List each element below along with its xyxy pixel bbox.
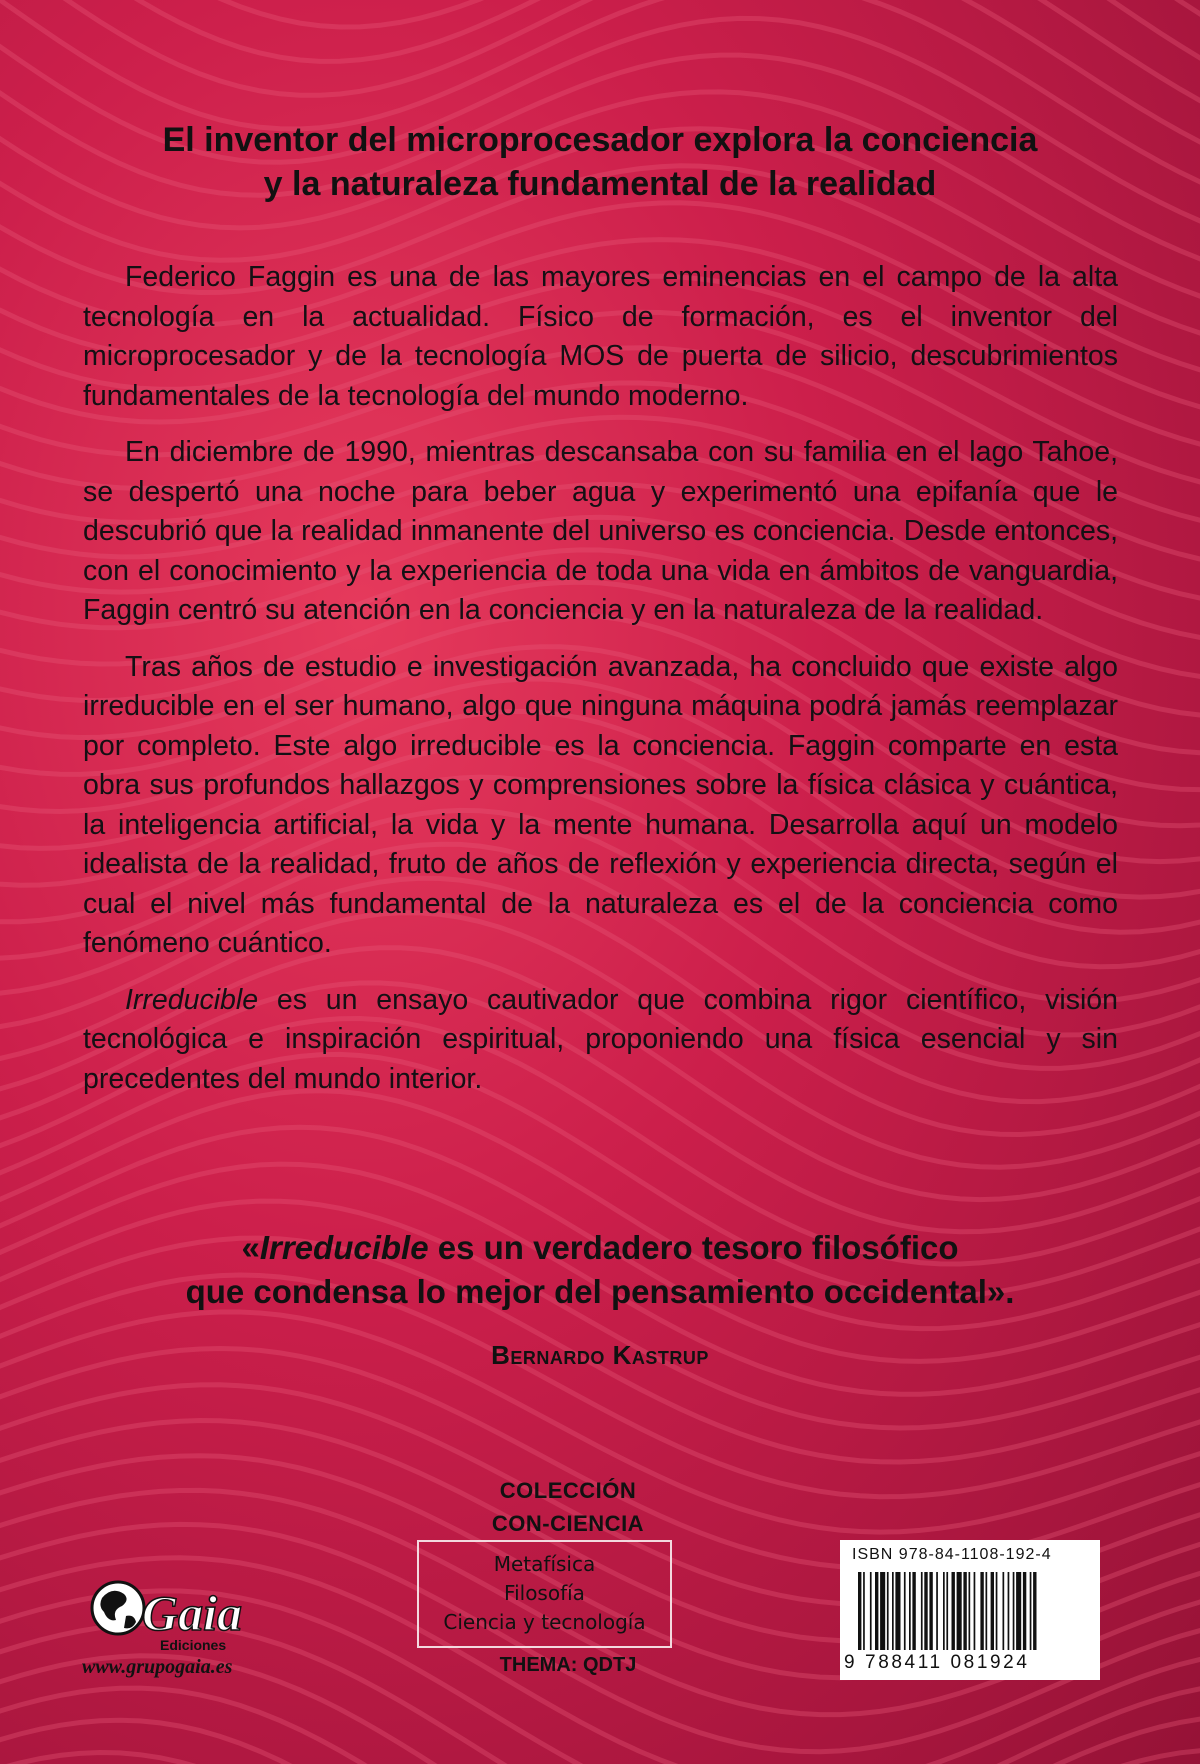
- barcode-bar: [1013, 1572, 1015, 1650]
- barcode-bar: [909, 1572, 911, 1650]
- isbn-barcode: [840, 1540, 1100, 1680]
- barcode-bar: [924, 1572, 927, 1650]
- paragraph-3: Tras años de estudio e investigación avanzada, ha concluido que existe algo irreducible en el ser humano, algo que ninguna máquina podrá jamás reemplazar por completo. Este algo irreducible es la conciencia. Faggin comparte en esta obra sus profundos hallazgos y comprensiones sobre la física clásica y cuántica, la inteligencia artificial, la vida y la mente humana. Desarrolla aquí un modelo idealista de la realidad, fruto de años de reflexión y experiencia directa, según el cual el nivel más fundamental de la naturaleza es el de la conciencia como fenómeno cuántico.: [83, 650, 1118, 959]
- barcode-bar: [880, 1572, 885, 1650]
- barcode-bar: [895, 1572, 900, 1650]
- collection-line-2: CON-CIENCIA: [491, 1511, 645, 1536]
- barcode-bar: [936, 1572, 938, 1650]
- paragraph-4-text: es un ensayo cautivador que combina rigor científico, visión tecnológica e inspiración espiritual, proponiendo una física esencial y sin precedentes del mundo interior.: [83, 983, 1118, 1095]
- barcode-bar: [980, 1572, 983, 1650]
- tagline-line-1: El inventor del microprocesador explora la conciencia: [162, 121, 1038, 159]
- barcode-bar: [974, 1572, 976, 1650]
- description: [83, 258, 1118, 1116]
- barcode-bar: [952, 1572, 955, 1650]
- barcode-bar: [858, 1572, 861, 1650]
- category-item: Filosofía: [504, 1581, 585, 1605]
- tagline-line-2: y la naturaleza fundamental de la realidad: [263, 165, 937, 203]
- gaia-logo-icon: [82, 1568, 282, 1668]
- isbn-label: ISBN 978-84-1108-192-4: [852, 1546, 1052, 1563]
- gaia-logo: [82, 1568, 282, 1668]
- wave-line: [0, 0, 1200, 69]
- publisher-website: www.grupogaia.es: [82, 1656, 233, 1678]
- barcode-bar: [1003, 1572, 1005, 1650]
- barcode-bar: [946, 1572, 948, 1650]
- wave-line: [0, 0, 1200, 111]
- quote-author: Bernardo Kastrup: [491, 1340, 709, 1370]
- barcode-bar: [986, 1572, 988, 1650]
- barcode-icon: [858, 1572, 1082, 1654]
- book-title-italic: Irreducible: [125, 983, 259, 1016]
- barcode-bar: [863, 1572, 865, 1650]
- barcode-bar: [1023, 1572, 1026, 1650]
- paragraph-2: En diciembre de 1990, mientras descansaba con su familia en el lago Tahoe, se despertó una noche para beber agua y experimentó una epifanía que le descubrió que la realidad inmanente del universo es conciencia. Desde entonces, con el conocimiento y la experiencia de toda una vida en ámbitos de vanguardia, Faggin centró su atención en la conciencia y en la naturaleza de la realidad.: [83, 436, 1118, 626]
- quote-book-title: Irreducible: [259, 1229, 429, 1266]
- paragraph-1: Federico Faggin es una de las mayores eminencias en el campo de la alta tecnología en la actualidad. Físico de formación, es el inventor del microprocesador y de la tecnología MOS de puerta de silicio, descubrimientos fundamentales de la tecnología del mundo moderno.: [83, 261, 1118, 412]
- barcode-bar: [921, 1572, 923, 1650]
- barcode-bar: [943, 1572, 945, 1650]
- thema-code: THEMA: QDTJ: [499, 1654, 637, 1676]
- barcode-bar: [1016, 1572, 1021, 1650]
- collection-line-1: COLECCIÓN: [499, 1478, 637, 1503]
- barcode-bar: [929, 1572, 932, 1650]
- tagline: [80, 118, 1120, 206]
- barcode-bar: [912, 1572, 915, 1650]
- categories-box: [417, 1540, 672, 1648]
- quote-line-1-text: es un verdadero tesoro filosófico: [428, 1229, 959, 1266]
- barcode-bar: [904, 1572, 906, 1650]
- barcode-bar: [1008, 1572, 1010, 1650]
- logo-wordmark: Gaia: [142, 1585, 242, 1641]
- quote-open-mark: «: [241, 1229, 260, 1266]
- barcode-bar: [887, 1572, 889, 1650]
- barcode-bar: [1030, 1572, 1032, 1650]
- quote-line-1: [80, 1226, 1120, 1270]
- barcode-bar: [1033, 1572, 1036, 1650]
- category-item: Ciencia y tecnología: [443, 1610, 646, 1634]
- paragraph-4: [83, 981, 1118, 1100]
- barcode-bar: [963, 1572, 966, 1650]
- barcode-bar: [892, 1572, 894, 1650]
- quote-line-2: que condensa lo mejor del pensamiento occidental».: [185, 1273, 1015, 1310]
- logo-subtitle: Ediciones: [160, 1637, 227, 1653]
- endorsement-quote: [80, 1226, 1120, 1314]
- category-item: Metafísica: [493, 1552, 596, 1576]
- barcode-bar: [870, 1572, 872, 1650]
- barcode-bar: [991, 1572, 994, 1650]
- barcode-bar: [996, 1572, 998, 1650]
- collection-title: [418, 1474, 718, 1540]
- barcode-bar: [969, 1572, 971, 1650]
- barcode-digits: 9 788411 081924: [844, 1652, 1030, 1673]
- barcode-bar: [875, 1572, 878, 1650]
- barcode-bar: [957, 1572, 962, 1650]
